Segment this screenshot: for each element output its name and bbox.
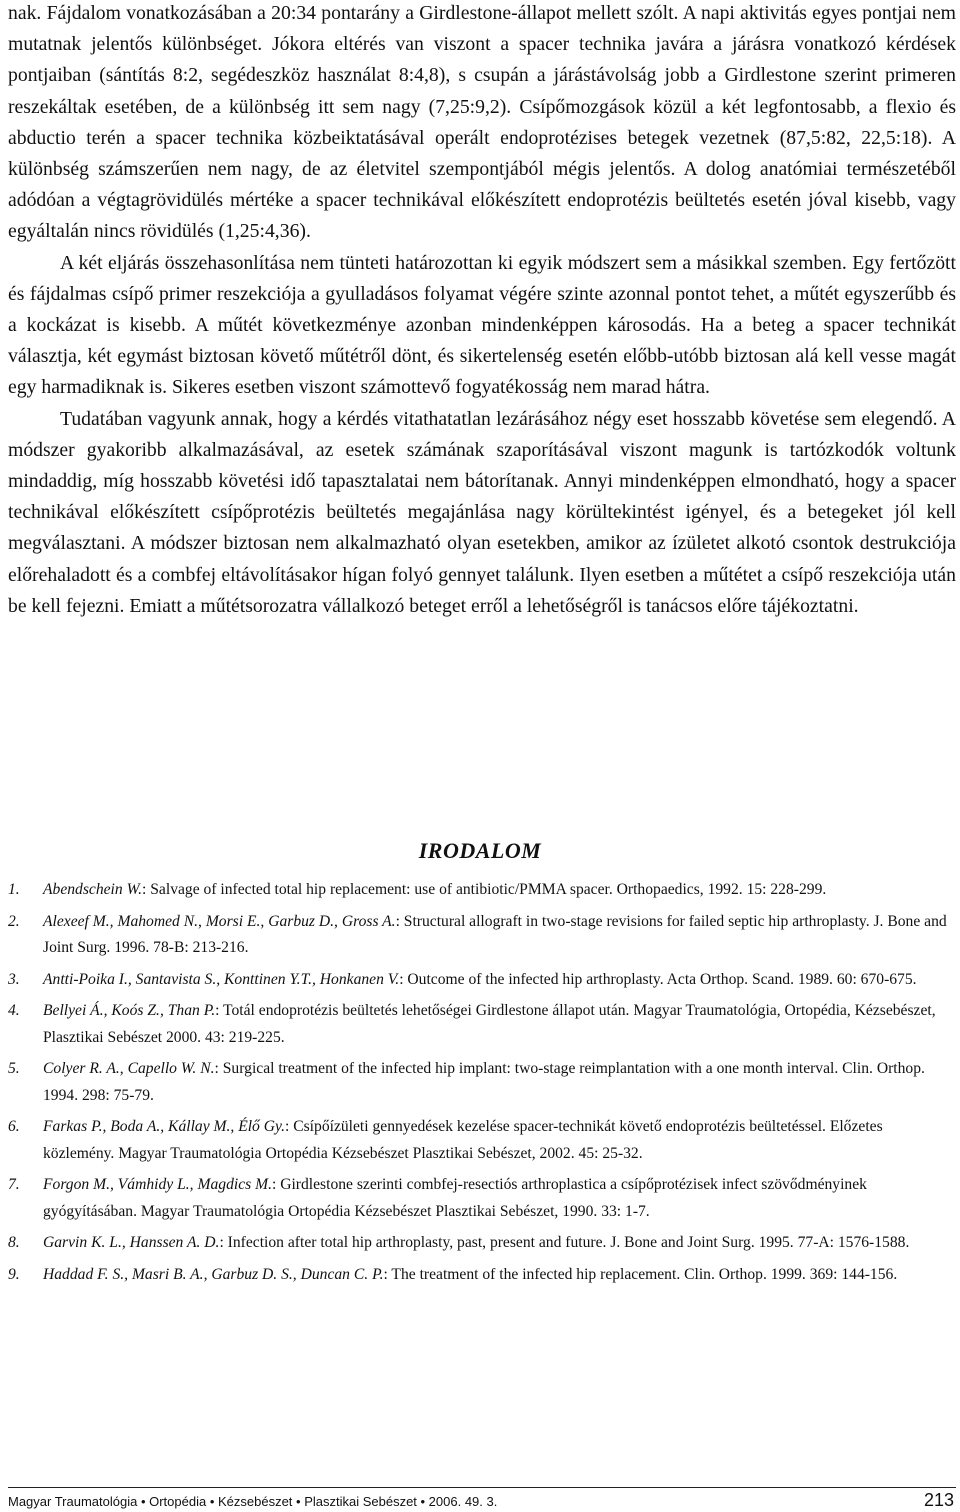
- reference-item: [8, 1230, 956, 1257]
- reference-authors: Antti-Poika I., Santavista S., Konttinen Y.T., Honkanen V.: [43, 970, 400, 988]
- reference-text: : Surgical treatment of the infected hip implant: two-stage reimplantation with a one month interval. Clin. Orthop. 1994. 298: 75-79.: [43, 1060, 925, 1104]
- body-text: [8, 0, 956, 622]
- reference-item: [8, 877, 956, 904]
- paragraph-1: nak. Fájdalom vonatkozásában a 20:34 pontarány a Girdlestone-állapot mellett szólt. A napi aktivitás egyes pontjai nem mutatnak jelentős különbséget. Jókora eltérés van viszont a spacer technika javára a járásra vonatkozó kérdések pontjaiban (sántítás 8:2, segédeszköz használat 8:4,8), s csupán a járástávolság jobb a Girdlestone szerint primeren reszekáltak esetében, de a különbség itt sem nagy (7,25:9,2). Csípőmozgások közül a két legfontosabb, a flexio és abductio terén a spacer technika közbeiktatásával operált endoprotézises betegek vezetnek (87,5:82, 22,5:18). A különbség számszerűen nem nagy, de az életvitel szempontjából mégis jelentős. A dolog anatómiai természetéből adódóan a végtagrövidülés mértéke a spacer technikával előkészített endoprotézis beültetés esetén jóval kisebb, vagy egyáltalán nincs rövidülés (1,25:4,36).: [8, 2, 956, 243]
- reference-authors: Colyer R. A., Capello W. N.: [43, 1060, 215, 1077]
- page-footer: [8, 1487, 956, 1512]
- footer-journal-name: Magyar Traumatológia • Ortopédia • Kézsebészet • Plasztikai Sebészet • 2006. 49. 3.: [8, 1494, 498, 1509]
- reference-list: [8, 877, 956, 1293]
- reference-item: [8, 1056, 956, 1109]
- reference-item: [8, 1172, 956, 1225]
- reference-number: 5.: [8, 1060, 20, 1077]
- reference-item: [8, 909, 956, 962]
- reference-number: 1.: [8, 881, 20, 898]
- reference-item: [8, 1262, 956, 1289]
- reference-text: : Structural allograft in two-stage revisions for failed septic hip arthroplasty. J. Bone and Joint Surg. 1996. 78-B: 213-216.: [43, 912, 947, 956]
- reference-text: : Csípőízületi gennyedések kezelése spacer-technikát követő endoprotézis beültetéssel. Előzetes közlemény. Magyar Traumatológia Ortopédia Kézsebészet Plasztikai Sebészet, 2002. 45: 25-32.: [43, 1118, 883, 1162]
- reference-number: 6.: [8, 1118, 20, 1135]
- reference-number: 7.: [8, 1176, 20, 1193]
- paragraph-2: A két eljárás összehasonlítása nem tünteti határozottan ki egyik módszert sem a másikkal szemben. Egy fertőzött és fájdalmas csípő primer reszekciója a gyulladásos folyamat végére szinte azonnal pontot tehet, a műtét egyszerűbb és a kockázat is kisebb. A műtét következménye azonban mindenképpen károsodás. Ha a beteg a spacer technikát választja, két egymást biztosan követő műtétről dönt, és sikertelenség esetén előbb-utóbb biztosan alá kell vesse magát egy harmadiknak is. Sikeres esetben viszont számottevő fogyatékosság nem marad hátra.: [8, 251, 956, 399]
- reference-text: : Salvage of infected total hip replacement: use of antibiotic/PMMA spacer. Orthopaedics, 1992. 15: 228-299.: [142, 881, 827, 898]
- reference-number: 8.: [8, 1234, 20, 1251]
- reference-number: 9.: [8, 1265, 20, 1283]
- reference-text: : Girdlestone szerinti combfej-resectiós arthroplastica a csípőprotézisek infect szövődményinek gyógyításában. Magyar Traumatológia Ortopédia Kézsebészet Plasztikai Sebészet, 1990. 33: 1-7.: [43, 1176, 867, 1220]
- reference-text: : Infection after total hip arthroplasty, past, present and future. J. Bone and Joint Surg. 1995. 77-A: 1576-1588.: [219, 1234, 910, 1251]
- reference-authors: Abendschein W.: [43, 881, 143, 898]
- references-heading: IRODALOM: [418, 838, 542, 863]
- reference-authors: Bellyei Á., Koós Z., Than P.: [43, 1002, 216, 1019]
- reference-text: : Totál endoprotézis beültetés lehetőségei Girdlestone állapot után. Magyar Traumatológia, Ortopédia, Kézsebészet, Plasztikai Sebészet 2000. 43: 219-225.: [43, 1002, 936, 1046]
- reference-authors: Farkas P., Boda A., Kállay M., Élő Gy.: [43, 1118, 285, 1135]
- reference-number: 4.: [8, 1002, 20, 1019]
- reference-item: [8, 1114, 956, 1167]
- reference-text: : Outcome of the infected hip arthroplasty. Acta Orthop. Scand. 1989. 60: 670-675.: [399, 970, 917, 988]
- reference-authors: Forgon M., Vámhidy L., Magdics M.: [43, 1176, 272, 1193]
- reference-authors: Garvin K. L., Hanssen A. D.: [43, 1234, 220, 1251]
- page-number: 213: [923, 1490, 954, 1510]
- reference-number: 2.: [8, 912, 20, 930]
- paragraph-3: Tudatában vagyunk annak, hogy a kérdés vitathatatlan lezárásához négy eset hosszabb követése sem elegendő. A módszer gyakoribb alkalmazásával, az esetek számának szaporításával viszont magunk is tartózkodók voltunk mindaddig, míg hosszabb követési idő tapasztalatai nem bátorítanak. Annyi mindenképpen elmondható, hogy a spacer technikával előkészített csípőprotézis beültetés megajánlása nagy körültekintést igényel, és a betegeket jól kell megválasztani. A módszer biztosan nem alkalmazható olyan esetekben, amikor az ízületet alkotó csontok destrukciója előrehaladott és a combfej eltávolításakor hígan folyó gennyet találunk. Ilyen esetben a műtétet a csípő reszekciója után be kell fejezni. Emiatt a műtétsorozatra vállalkozó beteget erről a lehetőségről is tanácsos előre tájékoztatni.: [8, 407, 956, 617]
- reference-item: [8, 998, 956, 1051]
- reference-text: : The treatment of the infected hip replacement. Clin. Orthop. 1999. 369: 144-156.: [383, 1265, 898, 1283]
- reference-authors: Haddad F. S., Masri B. A., Garbuz D. S., Duncan C. P.: [43, 1265, 384, 1283]
- reference-number: 3.: [8, 970, 20, 988]
- reference-authors: Alexeef M., Mahomed N., Morsi E., Garbuz D., Gross A.: [43, 912, 396, 930]
- reference-item: [8, 967, 956, 994]
